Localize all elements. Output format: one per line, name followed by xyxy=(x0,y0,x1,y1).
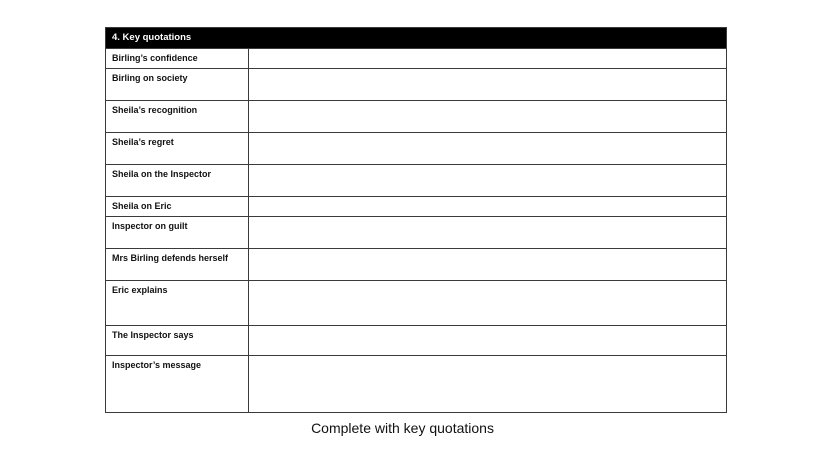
answer-cell[interactable] xyxy=(249,133,726,164)
row-label: Sheila on the Inspector xyxy=(106,165,249,196)
answer-cell[interactable] xyxy=(249,356,726,412)
answer-cell[interactable] xyxy=(249,69,726,100)
row-label: Inspector on guilt xyxy=(106,217,249,248)
answer-cell[interactable] xyxy=(249,49,726,68)
row-label: Sheila on Eric xyxy=(106,197,249,216)
table-row xyxy=(106,100,726,132)
key-quotations-table xyxy=(105,27,727,413)
row-label: Birling’s confidence xyxy=(106,49,249,68)
answer-cell[interactable] xyxy=(249,101,726,132)
table-row xyxy=(106,68,726,100)
table-row xyxy=(106,196,726,216)
row-label: Eric explains xyxy=(106,281,249,325)
answer-cell[interactable] xyxy=(249,165,726,196)
row-label: Sheila’s regret xyxy=(106,133,249,164)
table-row xyxy=(106,216,726,248)
answer-cell[interactable] xyxy=(249,249,726,280)
table-row xyxy=(106,280,726,325)
row-label: The Inspector says xyxy=(106,326,249,355)
answer-cell[interactable] xyxy=(249,326,726,355)
table-body xyxy=(106,48,726,412)
row-label: Inspector’s message xyxy=(106,356,249,412)
table-header: 4. Key quotations xyxy=(106,28,726,48)
table-row xyxy=(106,48,726,68)
table-row xyxy=(106,325,726,355)
row-label: Mrs Birling defends herself xyxy=(106,249,249,280)
answer-cell[interactable] xyxy=(249,197,726,216)
caption: Complete with key quotations xyxy=(311,420,494,436)
row-label: Birling on society xyxy=(106,69,249,100)
table-row xyxy=(106,355,726,412)
answer-cell[interactable] xyxy=(249,217,726,248)
table-row xyxy=(106,248,726,280)
answer-cell[interactable] xyxy=(249,281,726,325)
table-row xyxy=(106,164,726,196)
table-row xyxy=(106,132,726,164)
row-label: Sheila’s recognition xyxy=(106,101,249,132)
